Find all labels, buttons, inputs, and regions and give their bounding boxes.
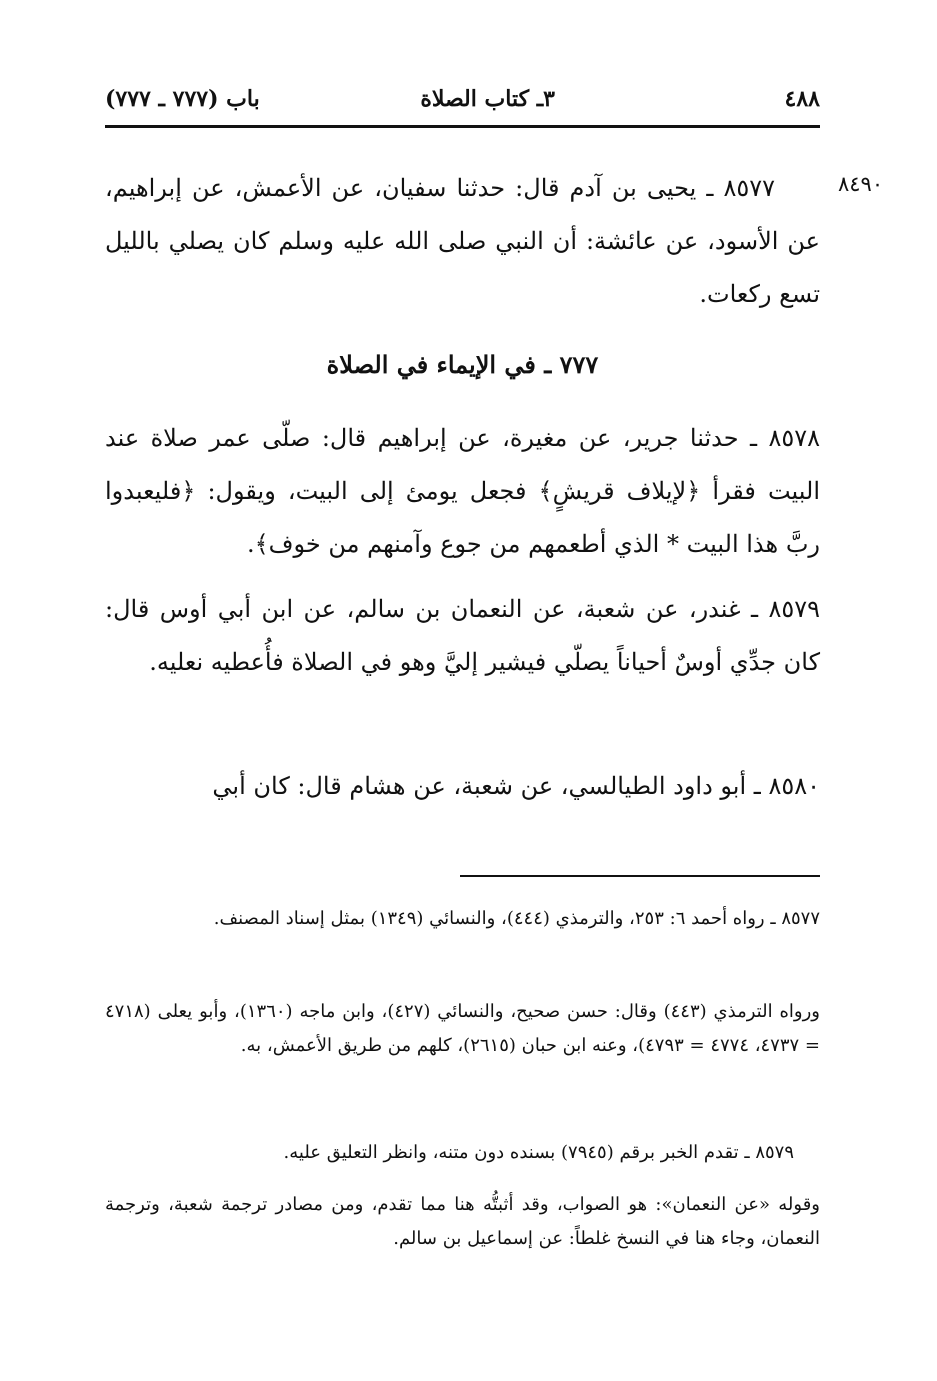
header-rule: [105, 125, 820, 128]
hadith-8579: ٨٥٧٩ ـ غندر، عن شعبة، عن النعمان بن سالم، عن ابن أبي أوس قال: كان جدِّي أوسٌ أحياناً يصلّي فيشير إليَّ وهو في الصلاة فأُعطيه نعليه.: [105, 595, 820, 676]
section-title: ٧٧٧ ـ في الإيماء في الصلاة: [326, 350, 599, 379]
footnote-8579-b: وقوله «عن النعمان»: هو الصواب، وقد أثبتُّه هنا مما تقدم، ومن مصادر ترجمة شعبة، وترجمة النعمان، وجاء هنا في النسخ غلطاً: عن إسماعيل بن سالم.: [105, 1194, 820, 1249]
page-number: ٤٨٨: [784, 86, 820, 112]
footnote-separator: [460, 875, 820, 877]
footnote-8579-a: ٨٥٧٩ ـ تقدم الخبر برقم (٧٩٤٥) بسنده دون متنه، وانظر التعليق عليه.: [283, 1142, 794, 1163]
margin-reference-number: ٨٤٩٠: [838, 172, 884, 196]
footnote-8577-b: ورواه الترمذي (٤٤٣) وقال: حسن صحيح، والنسائي (٤٢٧)، وابن ماجه (١٣٦٠)، وأبو يعلى (٤٧١٨ = ٤٧٣٧، ٤٧٧٤ = ٤٧٩٣)، وعنه ابن حبان (٢٦١٥)، كلهم من طريق الأعمش، به.: [105, 1001, 820, 1056]
hadith-8578: ٨٥٧٨ ـ حدثنا جرير، عن مغيرة، عن إبراهيم قال: صلّى عمر صلاة عند البيت فقرأ ﴿لإيلاف قريشٍ﴾ فجعل يومئ إلى البيت، ويقول: ﴿فليعبدوا ربَّ هذا البيت * الذي أطعمهم من جوع وآمنهم من خوف﴾.: [105, 424, 820, 558]
book-title: ٣ـ كتاب الصلاة: [420, 86, 555, 112]
hadith-8577-text: ٨٥٧٧ ـ يحيى بن آدم قال: حدثنا سفيان، عن الأعمش، عن إبراهيم، عن الأسود، عن عائشة: أن النبي صلى الله عليه وسلم كان يصلي بالليل تسع ركعات.: [105, 174, 820, 308]
hadith-8577: [105, 162, 820, 321]
hadith-8580: ٨٥٨٠ ـ أبو داود الطيالسي، عن شعبة، عن هشام قال: كان أبي: [212, 772, 820, 800]
chapter-range: باب (٧٧٧ ـ ٧٧٧): [105, 86, 260, 112]
running-header: [105, 86, 820, 126]
footnote-8577-a: ٨٥٧٧ ـ رواه أحمد ٦: ٢٥٣، والترمذي (٤٤٤)، والنسائي (١٣٤٩) بمثل إسناد المصنف.: [213, 908, 820, 929]
